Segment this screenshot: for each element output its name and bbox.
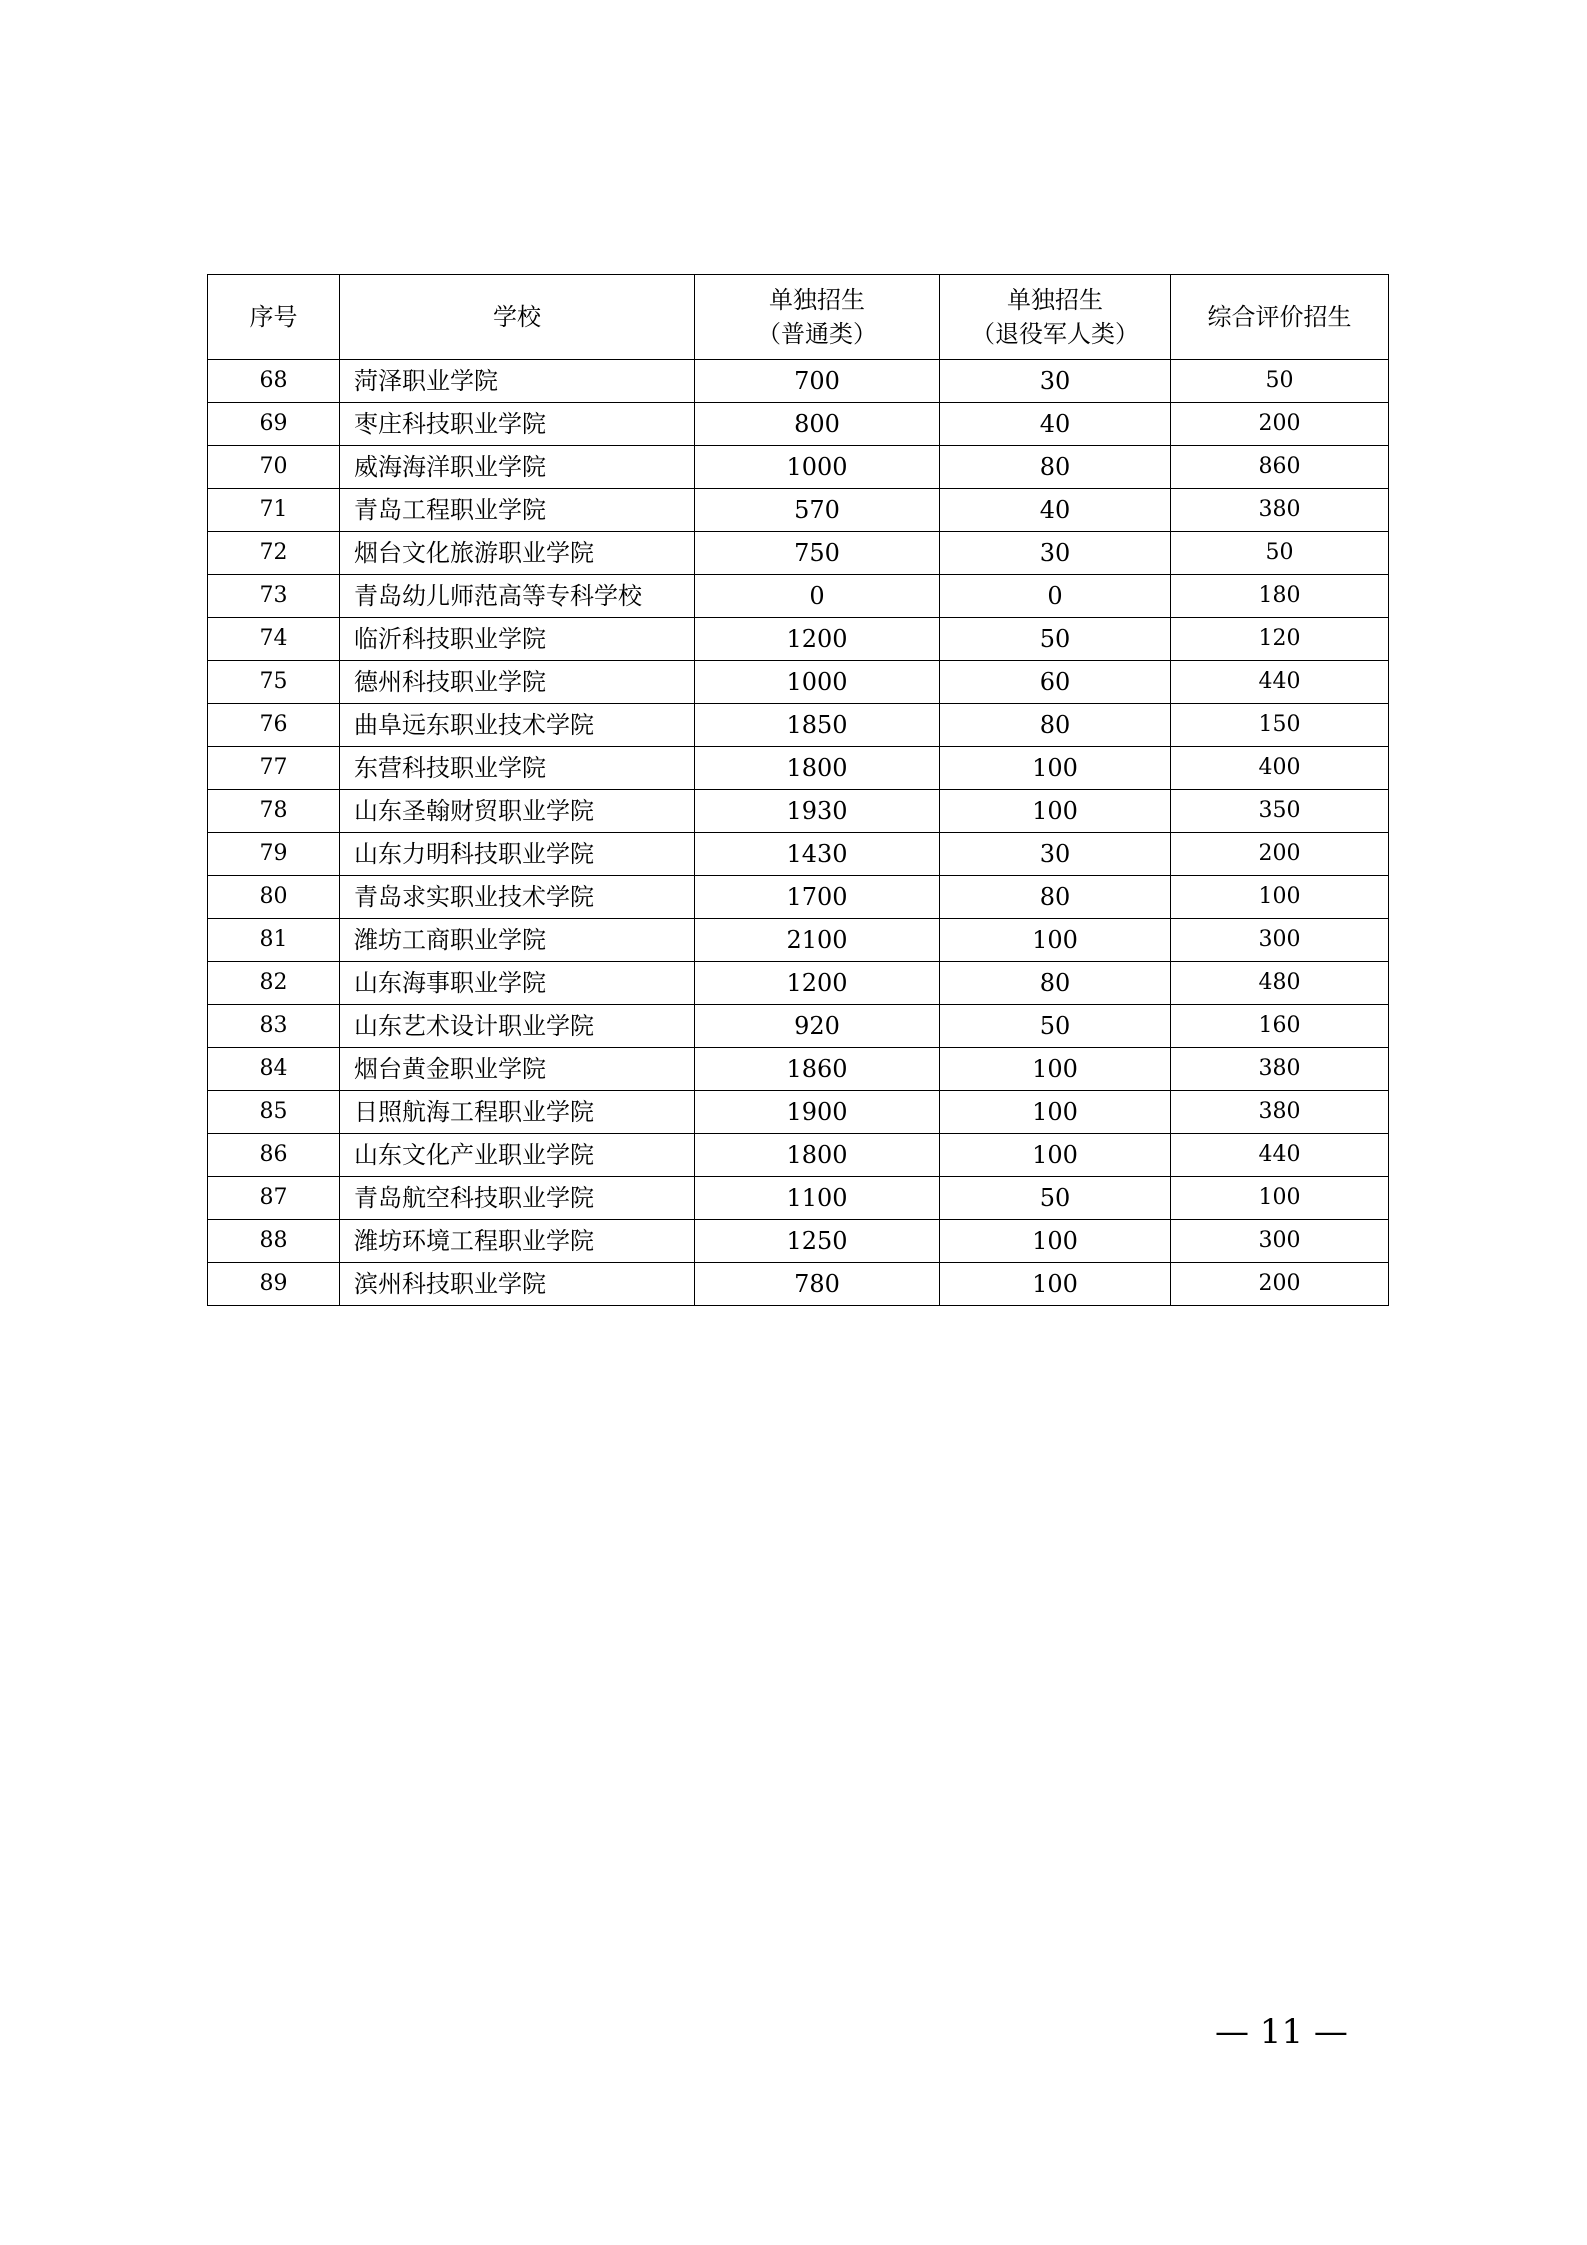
cell-school: 潍坊工商职业学院: [340, 919, 695, 962]
cell-comprehensive: 100: [1171, 876, 1389, 919]
cell-comprehensive: 50: [1171, 360, 1389, 403]
cell-school: 东营科技职业学院: [340, 747, 695, 790]
cell-veteran: 100: [940, 790, 1171, 833]
cell-comprehensive: 380: [1171, 489, 1389, 532]
cell-regular: 2100: [695, 919, 940, 962]
cell-comprehensive: 300: [1171, 919, 1389, 962]
cell-veteran: 40: [940, 489, 1171, 532]
cell-index: 84: [208, 1048, 340, 1091]
cell-regular: 1900: [695, 1091, 940, 1134]
cell-index: 71: [208, 489, 340, 532]
cell-regular: 570: [695, 489, 940, 532]
cell-regular: 1200: [695, 618, 940, 661]
cell-veteran: 80: [940, 704, 1171, 747]
cell-veteran: 100: [940, 1048, 1171, 1091]
cell-index: 82: [208, 962, 340, 1005]
cell-index: 72: [208, 532, 340, 575]
cell-school: 德州科技职业学院: [340, 661, 695, 704]
cell-school: 菏泽职业学院: [340, 360, 695, 403]
cell-veteran: 0: [940, 575, 1171, 618]
cell-comprehensive: 440: [1171, 661, 1389, 704]
cell-index: 83: [208, 1005, 340, 1048]
cell-veteran: 50: [940, 1005, 1171, 1048]
cell-veteran: 100: [940, 747, 1171, 790]
cell-comprehensive: 300: [1171, 1220, 1389, 1263]
cell-index: 76: [208, 704, 340, 747]
cell-regular: 1430: [695, 833, 940, 876]
cell-school: 山东艺术设计职业学院: [340, 1005, 695, 1048]
cell-regular: 1200: [695, 962, 940, 1005]
cell-school: 青岛幼儿师范高等专科学校: [340, 575, 695, 618]
cell-veteran: 100: [940, 919, 1171, 962]
cell-index: 75: [208, 661, 340, 704]
table-row: [208, 1220, 1389, 1263]
table-row: [208, 1263, 1389, 1306]
table-row: [208, 446, 1389, 489]
table-row: [208, 1091, 1389, 1134]
cell-comprehensive: 400: [1171, 747, 1389, 790]
cell-veteran: 80: [940, 446, 1171, 489]
cell-comprehensive: 380: [1171, 1048, 1389, 1091]
header-veteran: [940, 275, 1171, 360]
cell-school: 山东海事职业学院: [340, 962, 695, 1005]
header-regular-line2: （普通类）: [757, 320, 877, 348]
cell-school: 临沂科技职业学院: [340, 618, 695, 661]
cell-school: 青岛工程职业学院: [340, 489, 695, 532]
table-row: [208, 618, 1389, 661]
header-veteran-line2: （退役军人类）: [971, 320, 1139, 348]
cell-index: 79: [208, 833, 340, 876]
cell-regular: 0: [695, 575, 940, 618]
cell-index: 78: [208, 790, 340, 833]
table-header-row: [208, 275, 1389, 360]
cell-comprehensive: 860: [1171, 446, 1389, 489]
table-row: [208, 747, 1389, 790]
cell-veteran: 40: [940, 403, 1171, 446]
cell-school: 烟台黄金职业学院: [340, 1048, 695, 1091]
cell-school: 青岛航空科技职业学院: [340, 1177, 695, 1220]
cell-school: 日照航海工程职业学院: [340, 1091, 695, 1134]
enrollment-table: [207, 274, 1389, 1306]
cell-school: 滨州科技职业学院: [340, 1263, 695, 1306]
cell-school: 青岛求实职业技术学院: [340, 876, 695, 919]
table-row: [208, 833, 1389, 876]
cell-school: 曲阜远东职业技术学院: [340, 704, 695, 747]
cell-regular: 1000: [695, 661, 940, 704]
table-row: [208, 489, 1389, 532]
cell-comprehensive: 200: [1171, 1263, 1389, 1306]
cell-index: 88: [208, 1220, 340, 1263]
page-number: — 11 —: [1215, 2012, 1348, 2052]
cell-regular: 780: [695, 1263, 940, 1306]
header-regular-line1: 单独招生: [769, 286, 865, 314]
cell-index: 68: [208, 360, 340, 403]
cell-regular: 1100: [695, 1177, 940, 1220]
table-row: [208, 790, 1389, 833]
cell-school: 枣庄科技职业学院: [340, 403, 695, 446]
cell-school: 潍坊环境工程职业学院: [340, 1220, 695, 1263]
cell-school: 烟台文化旅游职业学院: [340, 532, 695, 575]
cell-comprehensive: 150: [1171, 704, 1389, 747]
cell-comprehensive: 380: [1171, 1091, 1389, 1134]
cell-regular: 1930: [695, 790, 940, 833]
table-row: [208, 1177, 1389, 1220]
cell-school: 山东力明科技职业学院: [340, 833, 695, 876]
cell-school: 山东文化产业职业学院: [340, 1134, 695, 1177]
cell-regular: 1800: [695, 747, 940, 790]
cell-index: 77: [208, 747, 340, 790]
cell-veteran: 100: [940, 1134, 1171, 1177]
cell-index: 74: [208, 618, 340, 661]
table-row: [208, 962, 1389, 1005]
table-row: [208, 661, 1389, 704]
cell-regular: 1800: [695, 1134, 940, 1177]
cell-comprehensive: 350: [1171, 790, 1389, 833]
cell-regular: 920: [695, 1005, 940, 1048]
table-body: [208, 360, 1389, 1306]
cell-index: 81: [208, 919, 340, 962]
cell-regular: 700: [695, 360, 940, 403]
cell-index: 73: [208, 575, 340, 618]
table-row: [208, 575, 1389, 618]
header-veteran-line1: 单独招生: [1007, 286, 1103, 314]
cell-regular: 800: [695, 403, 940, 446]
cell-index: 70: [208, 446, 340, 489]
cell-index: 69: [208, 403, 340, 446]
table-row: [208, 919, 1389, 962]
table-row: [208, 532, 1389, 575]
cell-comprehensive: 100: [1171, 1177, 1389, 1220]
cell-veteran: 30: [940, 532, 1171, 575]
cell-comprehensive: 160: [1171, 1005, 1389, 1048]
cell-comprehensive: 480: [1171, 962, 1389, 1005]
cell-comprehensive: 50: [1171, 532, 1389, 575]
cell-regular: 1000: [695, 446, 940, 489]
cell-regular: 750: [695, 532, 940, 575]
cell-veteran: 100: [940, 1091, 1171, 1134]
table-row: [208, 403, 1389, 446]
cell-veteran: 30: [940, 360, 1171, 403]
cell-veteran: 100: [940, 1263, 1171, 1306]
header-index: 序号: [208, 275, 340, 360]
cell-index: 89: [208, 1263, 340, 1306]
cell-veteran: 50: [940, 1177, 1171, 1220]
cell-veteran: 100: [940, 1220, 1171, 1263]
cell-school: 山东圣翰财贸职业学院: [340, 790, 695, 833]
table-row: [208, 1134, 1389, 1177]
cell-index: 86: [208, 1134, 340, 1177]
header-regular: [695, 275, 940, 360]
cell-veteran: 50: [940, 618, 1171, 661]
cell-regular: 1700: [695, 876, 940, 919]
cell-veteran: 80: [940, 876, 1171, 919]
cell-index: 80: [208, 876, 340, 919]
table-row: [208, 704, 1389, 747]
header-comprehensive: 综合评价招生: [1171, 275, 1389, 360]
cell-veteran: 60: [940, 661, 1171, 704]
cell-comprehensive: 200: [1171, 833, 1389, 876]
table-row: [208, 876, 1389, 919]
cell-regular: 1850: [695, 704, 940, 747]
cell-index: 87: [208, 1177, 340, 1220]
cell-regular: 1860: [695, 1048, 940, 1091]
cell-comprehensive: 180: [1171, 575, 1389, 618]
table-row: [208, 1005, 1389, 1048]
table-row: [208, 1048, 1389, 1091]
cell-index: 85: [208, 1091, 340, 1134]
cell-regular: 1250: [695, 1220, 940, 1263]
cell-veteran: 30: [940, 833, 1171, 876]
header-school: 学校: [340, 275, 695, 360]
cell-comprehensive: 440: [1171, 1134, 1389, 1177]
cell-comprehensive: 120: [1171, 618, 1389, 661]
cell-veteran: 80: [940, 962, 1171, 1005]
cell-comprehensive: 200: [1171, 403, 1389, 446]
cell-school: 威海海洋职业学院: [340, 446, 695, 489]
table-row: [208, 360, 1389, 403]
